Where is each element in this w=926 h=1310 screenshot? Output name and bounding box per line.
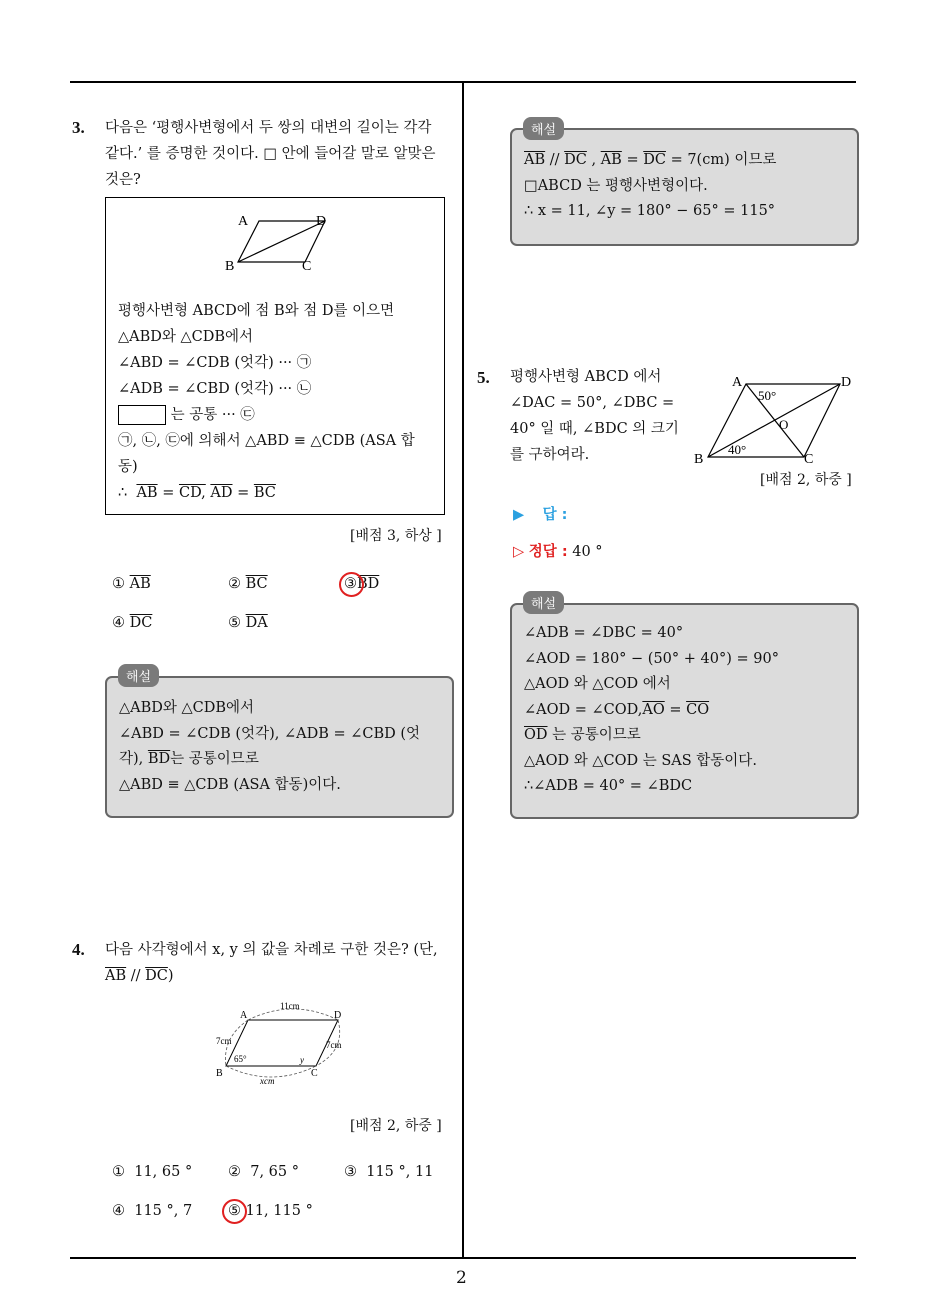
- q5-answer-row[interactable]: [513, 503, 567, 524]
- q5-score: [배점 2, 하중 ]: [760, 472, 852, 488]
- q4-label-c: C: [311, 1068, 318, 1079]
- q5-stem-line3: 40° 일 때, ∠BDC 의 크기: [510, 421, 679, 437]
- q4-option-4[interactable]: ④ 115 °, 7: [112, 1203, 193, 1219]
- q4-explanation-tag: 해설: [523, 117, 564, 140]
- q4-label-angle-c: y: [300, 1055, 304, 1065]
- q3-option-3[interactable]: $③\overline{BD}$: [344, 576, 380, 592]
- q4-option-3[interactable]: ③ 115 °, 11: [344, 1164, 434, 1180]
- q5-label-angle-b: 40°: [728, 442, 747, 457]
- q5-exp-line4: ∠AOD = $\angle COD,\overline{AO} = \overline{CO}$: [524, 701, 710, 718]
- q5-stem-line1: 평행사변형 ABCD 에서: [510, 369, 662, 385]
- q3-label-d: D: [316, 214, 327, 229]
- q3-score: [배점 3, 하상 ]: [350, 528, 442, 544]
- q5-answer-label: 답 :: [542, 507, 568, 523]
- q3-proof-line6: ㉠, ㉡, ㉢에 의해서 △ABD ≡ △CDB (ASA 합: [118, 433, 415, 449]
- q5-exp-line7: ∴∠ADB = 40° = ∠BDC: [524, 778, 693, 794]
- q5-exp-line2: ∠AOD = 180° − (50° + 40°) = 90°: [524, 650, 779, 667]
- column-divider: [462, 82, 464, 1258]
- q4-stem-line2: $\overline{AB} // \overline{DC}$): [105, 968, 174, 984]
- q3-exp-line4: △ABD ≡ △CDB (ASA 합동)이다.: [119, 776, 341, 793]
- q5-explanation: [510, 603, 859, 819]
- q3-stem-line1: 다음은 ‘평행사변형에서 두 쌍의 대변의 길이는 각각: [105, 120, 432, 136]
- q3-proof-line4: ∠ADB = ∠CBD (엇각) ··· ㉡: [118, 381, 312, 397]
- q5-correct-label: 정답 :: [528, 544, 568, 560]
- bottom-rule: [70, 1257, 856, 1259]
- q3-explanation: [105, 676, 454, 818]
- q3-stem: [105, 115, 455, 193]
- q3-proof-line1: 평행사변형 ABCD에 점 B와 점 D를 이으면: [118, 303, 395, 319]
- q4-label-d: D: [334, 1010, 342, 1021]
- q3-proof-line3: ∠ABD = ∠CDB (엇각) ··· ㉠: [118, 355, 312, 371]
- q5-correct-row: [513, 540, 603, 561]
- q3-stem-line2: 같다.’ 를 증명한 것이다. □ 안에 들어갈 말로 알맞은: [105, 146, 436, 162]
- q5-label-a: A: [732, 375, 743, 390]
- q3-correct-mark: [339, 572, 364, 597]
- play-icon: ▶: [513, 507, 525, 523]
- play-outline-icon: ▷: [513, 544, 525, 560]
- q5-label-b: B: [694, 452, 704, 465]
- q4-option-1[interactable]: ① 11, 65 °: [112, 1164, 193, 1180]
- q3-label-a: A: [238, 214, 249, 229]
- q5-number: 5.: [477, 368, 490, 387]
- page-number: 2: [456, 1268, 467, 1288]
- q4-label-top: 11cm: [280, 1001, 300, 1011]
- q5-exp-line3: △AOD 와 △COD 에서: [524, 676, 671, 692]
- q3-option-1[interactable]: ① $\overline{AB}$: [112, 576, 151, 592]
- q5-exp-line5: $\overline{OD}$ 는 공통이므로: [524, 727, 641, 743]
- q3-explanation-tag: 해설: [118, 664, 159, 687]
- q4-parallelogram-figure: [210, 1000, 370, 1095]
- q4-correct-mark: [222, 1199, 247, 1224]
- q4-label-left: 7cm: [216, 1036, 232, 1046]
- q3-proof-line5: 는 공통 ··· ㉢: [118, 402, 440, 428]
- q3-label-b: B: [225, 259, 235, 274]
- q3-number: 3.: [72, 118, 85, 137]
- q4-exp-line3: ∴ x = 11, ∠y = 180° − 65° = 115°: [524, 203, 776, 219]
- q3-parallelogram-figure: [106, 198, 444, 288]
- q5-exp-line6: △AOD 와 △COD 는 SAS 합동이다.: [524, 752, 757, 769]
- q4-exp-line1: $\overline{AB} // \overline{DC}$ , $\overline{AB} = \overline{DC} = 7(cm)$ 이므로: [524, 152, 777, 168]
- q4-score: [배점 2, 하중 ]: [350, 1118, 442, 1134]
- q4-number: 4.: [72, 940, 85, 959]
- q3-exp-line1: △ABD와 △CDB에서: [119, 700, 255, 716]
- q4-label-right: 7cm: [326, 1040, 342, 1050]
- q5-stem-line4: 를 구하여라.: [510, 447, 590, 463]
- q5-correct-value: 40 °: [572, 544, 603, 560]
- q5-stem-line2: ∠DAC = 50°, ∠DBC =: [510, 395, 675, 411]
- q3-proof-line7: 동): [118, 459, 138, 475]
- q5-label-angle-a: 50°: [758, 388, 777, 403]
- q4-option-2[interactable]: ② 7, 65 °: [228, 1164, 299, 1180]
- q4-label-a: A: [240, 1010, 248, 1021]
- q4-option-5[interactable]: ⑤ 11, 115 °: [228, 1203, 313, 1219]
- q5-label-o: O: [779, 417, 789, 432]
- q5-exp-line1: ∠ADB = ∠DBC = 40°: [524, 625, 684, 641]
- q3-proof-line2: △ABD와 △CDB에서: [118, 329, 254, 345]
- q3-answer-blank: [118, 405, 166, 425]
- q4-exp-line2: □ABCD 는 평행사변형이다.: [524, 177, 708, 194]
- q4-explanation: [510, 128, 859, 246]
- q3-proof-line8: ∴ $\overline{AB}$ = CD, $\overline{AD} = \overline{BC}$: [118, 485, 276, 501]
- q3-proof-box: [105, 197, 445, 515]
- q3-stem-line3: 것은?: [105, 172, 141, 188]
- q5-parallelogram-figure: [690, 370, 860, 465]
- q3-option-4[interactable]: ④ $\overline{DC}$: [112, 615, 153, 631]
- q3-option-5[interactable]: ⑤ $\overline{DA}$: [228, 615, 268, 631]
- q4-label-b: B: [216, 1068, 223, 1079]
- q4-label-angle-b: 65°: [234, 1054, 247, 1064]
- q3-exp-line2: ∠ABD = ∠CDB (엇각), ∠ADB = ∠CBD (엇: [119, 725, 421, 742]
- q4-stem-line1: 다음 사각형에서 x, y 의 값을 차례로 구한 것은? (단,: [105, 942, 438, 958]
- q5-explanation-tag: 해설: [523, 591, 564, 614]
- q5-stem: [510, 364, 690, 468]
- q3-label-c: C: [302, 259, 312, 274]
- q4-label-bottom: xcm: [260, 1076, 275, 1086]
- q5-label-c: C: [804, 452, 814, 465]
- q5-label-d: D: [841, 375, 852, 390]
- q3-exp-line3: 각), $\overline{BD}$는 공통이므로: [119, 751, 259, 767]
- q3-option-2[interactable]: ② $\overline{BC}$: [228, 576, 268, 592]
- q4-stem: [105, 937, 455, 989]
